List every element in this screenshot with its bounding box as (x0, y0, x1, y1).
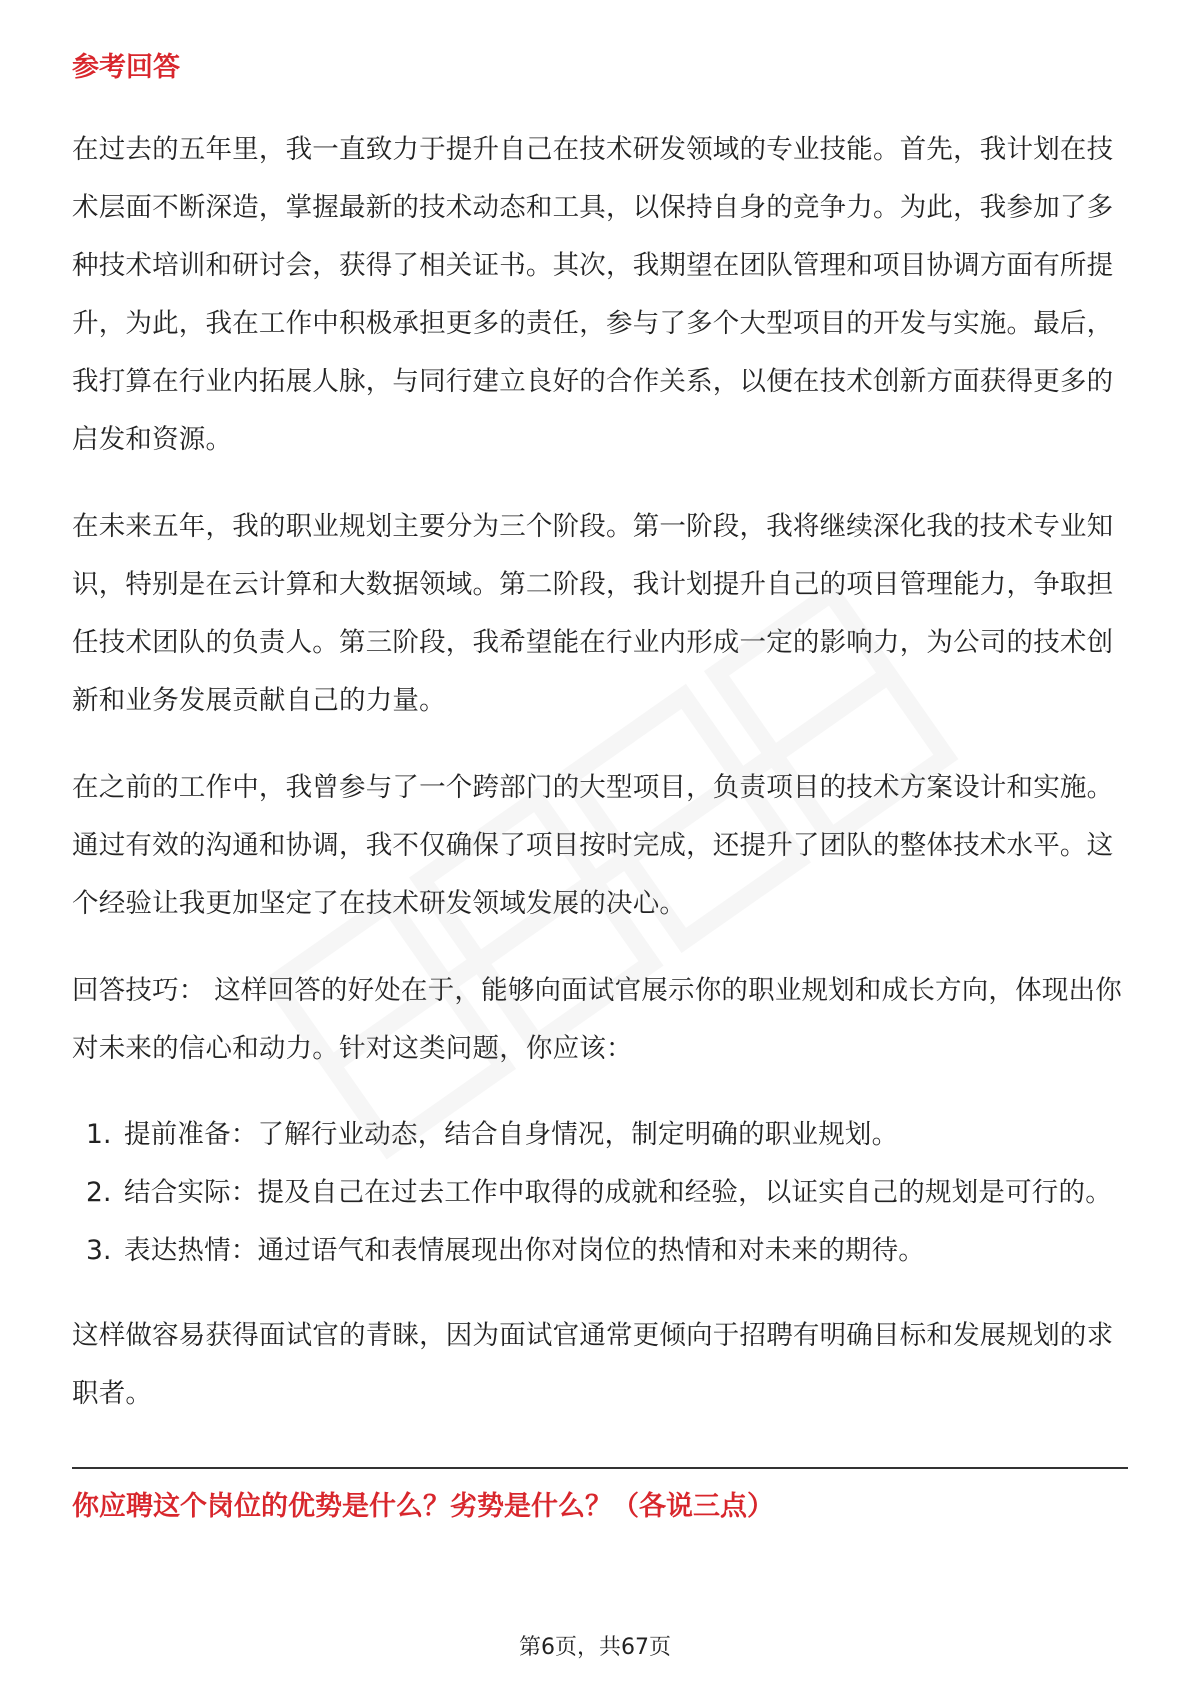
answer-paragraph-1: 在过去的五年里，我一直致力于提升自己在技术研发领域的专业技能。首先，我计划在技术层面不断深造，掌握最新的技术动态和工具，以保持自身的竞争力。为此，我参加了多种技术培训和研讨会，获得了相关证书。其次，我期望在团队管理和项目协调方面有所提升，为此，我在工作中积极承担更多的责任，参与了多个大型项目的开发与实施。最后，我打算在行业内拓展人脉，与同行建立良好的合作关系，以便在技术创新方面获得更多的启发和资源。 (72, 134, 1114, 455)
document-page (72, 48, 1128, 1527)
answer-paragraph-3: 在之前的工作中，我曾参与了一个跨部门的大型项目，负责项目的技术方案设计和实施。通过有效的沟通和协调，我不仅确保了项目按时完成，还提升了团队的整体技术水平。这个经验让我更加坚定了在技术研发领域发展的决心。 (72, 772, 1114, 919)
list-item (72, 1222, 1128, 1280)
section-divider (72, 1467, 1128, 1469)
list-item-number: 3. (86, 1235, 112, 1266)
tips-closing: 这样做容易获得面试官的青睐，因为面试官通常更倾向于招聘有明确目标和发展规划的求职者。 (72, 1320, 1114, 1409)
next-question-heading: 你应聘这个岗位的优势是什么？劣势是什么？（各说三点） (72, 1491, 774, 1522)
list-item-number: 1. (86, 1119, 112, 1150)
list-item-text: 结合实际：提及自己在过去工作中取得的成就和经验，以证实自己的规划是可行的。 (124, 1177, 1112, 1208)
list-item-text: 表达热情：通过语气和表情展现出你对岗位的热情和对未来的期待。 (124, 1235, 925, 1266)
answer-heading: 参考回答 (72, 52, 180, 83)
list-item (72, 1164, 1128, 1222)
list-item (72, 1106, 1128, 1164)
list-item-number: 2. (86, 1177, 112, 1208)
answer-paragraph-2: 在未来五年，我的职业规划主要分为三个阶段。第一阶段，我将继续深化我的技术专业知识，特别是在云计算和大数据领域。第二阶段，我计划提升自己的项目管理能力，争取担任技术团队的负责人。第三阶段，我希望能在行业内形成一定的影响力，为公司的技术创新和业务发展贡献自己的力量。 (72, 511, 1114, 716)
list-item-text: 提前准备：了解行业动态，结合自身情况，制定明确的职业规划。 (124, 1119, 899, 1150)
page-footer: 第6页，共67页 (519, 1635, 671, 1660)
tips-list (72, 1106, 1128, 1280)
tips-intro: 回答技巧： 这样回答的好处在于，能够向面试官展示你的职业规划和成长方向，体现出你对未来的信心和动力。针对这类问题，你应该： (72, 975, 1122, 1064)
